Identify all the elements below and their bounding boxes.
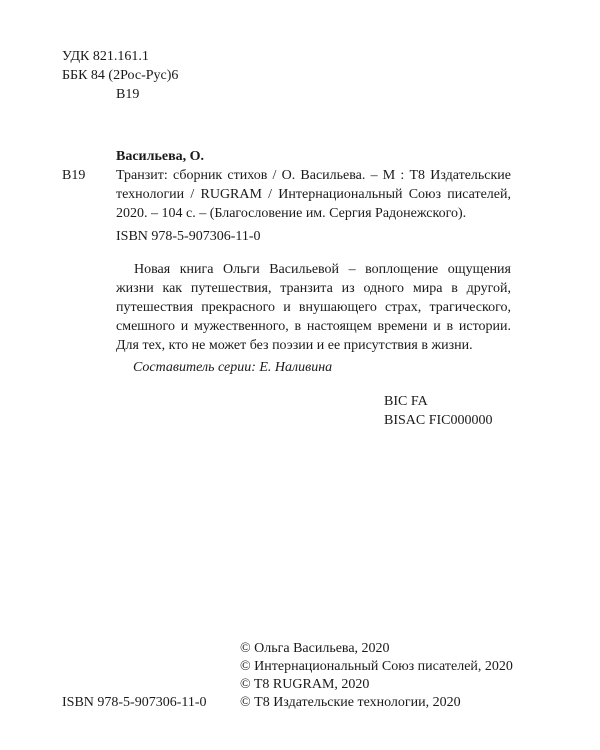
copyright-line: © Т8 Издательские технологии, 2020 bbox=[240, 695, 461, 710]
bisac-code: BISAC FIC000000 bbox=[384, 413, 493, 428]
author-mark: В19 bbox=[116, 87, 140, 102]
bbk-code: ББК 84 (2Рос-Рус)6 bbox=[62, 68, 179, 83]
isbn: ISBN 978-5-907306-11-0 bbox=[116, 229, 261, 244]
bibliographic-record bbox=[116, 147, 511, 223]
copyright-line: © Интернациональный Союз писателей, 2020 bbox=[240, 659, 513, 674]
udk-code: УДК 821.161.1 bbox=[62, 49, 149, 64]
copyright-list bbox=[240, 639, 513, 711]
bibliographic-description: Транзит: сборник стихов / О. Васильева. – М : Т8 Издательские технологии / RUGRAM / Интернациональный Союз писателей, 2020. – 104 с. – (Благословение им. Сергия Радонежского). bbox=[116, 168, 511, 221]
copyright-line: © T8 RUGRAM, 2020 bbox=[240, 677, 370, 692]
bic-code: BIC FA bbox=[384, 394, 428, 409]
annotation bbox=[116, 260, 511, 355]
series-compiler: Составитель серии: Е. Наливина bbox=[133, 360, 333, 375]
author-name: Васильева, О. bbox=[116, 149, 205, 164]
annotation-text: Новая книга Ольги Васильевой – воплощение ощущения жизни как путешествия, транзита из одного мира в другой, путешествия прекрасного и внушающего страх, трагического, смешного и мужественного, в настоящем времени и в истории. Для тех, кто не может без поэзии и ее присутствия в жизни. bbox=[116, 262, 511, 353]
bottom-isbn: ISBN 978-5-907306-11-0 bbox=[62, 695, 207, 710]
author-mark-inline: В19 bbox=[62, 168, 86, 183]
copyright-line: © Ольга Васильева, 2020 bbox=[240, 641, 390, 656]
